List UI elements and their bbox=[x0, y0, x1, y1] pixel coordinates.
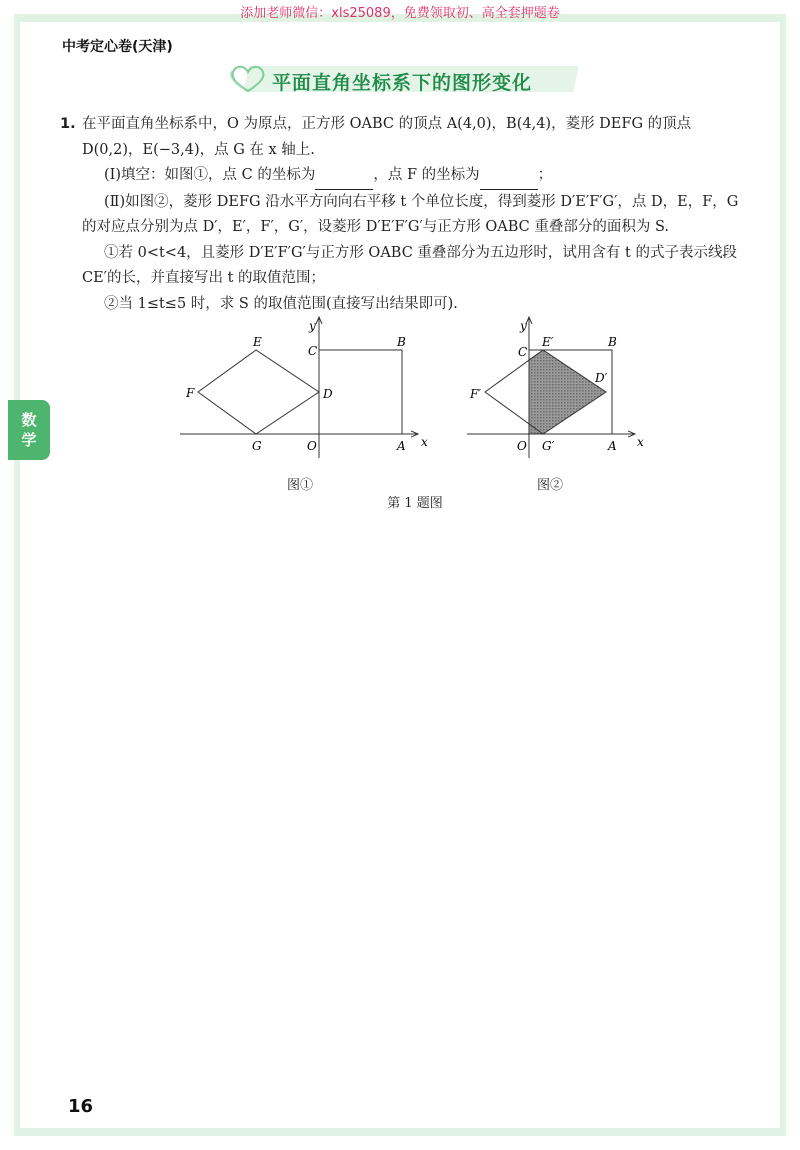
label-c: C bbox=[308, 344, 318, 358]
part-2-line: 的对应点分别为点 D′，E′，F′，G′，设菱形 D′E′F′G′与正方形 OABC 重叠部分的面积为 S. bbox=[82, 219, 669, 235]
section-title: 平面直角坐标系下的图形变化 bbox=[272, 72, 533, 94]
figure-1-caption: 图① bbox=[286, 478, 313, 493]
answer-blank-f bbox=[480, 163, 538, 190]
series-title: 中考定心卷(天津) bbox=[62, 39, 173, 55]
label-a: A bbox=[397, 439, 406, 453]
label-e: E bbox=[253, 335, 262, 349]
figure-2-caption: 图② bbox=[536, 478, 563, 493]
subject-tab bbox=[8, 400, 50, 460]
overlap-shaded-region bbox=[529, 350, 606, 434]
question-stem-line: D(0,2)，E(−3,4)，点 G 在 x 轴上. bbox=[82, 141, 315, 158]
sub-question-1-text: ①若 0<t<4，且菱形 D′E′F′G′与正方形 OABC 重叠部分为五边形时，试用含有 t 的式子表示线段 bbox=[104, 244, 737, 261]
label-d: D bbox=[323, 387, 333, 401]
label-o: O bbox=[517, 439, 527, 453]
label-g: G bbox=[252, 439, 262, 453]
sub-question-1 bbox=[60, 241, 750, 267]
page-number: 16 bbox=[68, 1096, 94, 1117]
label-f-prime: F′ bbox=[470, 387, 482, 401]
label-d-prime: D′ bbox=[595, 371, 608, 385]
label-a: A bbox=[608, 439, 617, 453]
sub-question-1-line: CE′的长，并直接写出 t 的取值范围； bbox=[82, 270, 326, 286]
label-b: B bbox=[608, 335, 617, 349]
label-b: B bbox=[397, 335, 406, 349]
subject-tab-char: 数 bbox=[21, 411, 37, 429]
figures-caption: 第 1 题图 bbox=[387, 496, 443, 511]
question-1 bbox=[60, 112, 750, 317]
page-frame-bottom bbox=[14, 1128, 786, 1136]
subject-tab-char: 学 bbox=[21, 431, 37, 449]
section-heading bbox=[228, 62, 578, 96]
label-g-prime: G′ bbox=[542, 439, 555, 453]
question-stem-line: 在平面直角坐标系中，O 为原点，正方形 OABC 的顶点 A(4,0)，B(4,4)，菱形 DEFG 的顶点 bbox=[82, 116, 692, 132]
answer-blank-c bbox=[315, 163, 373, 190]
part-1-text: ，点 F 的坐标为 bbox=[373, 167, 480, 183]
label-e-prime: E′ bbox=[542, 335, 554, 349]
heart-icon bbox=[228, 64, 268, 94]
part-2-text: (Ⅱ)如图②，菱形 DEFG 沿水平方向向右平移 t 个单位长度，得到菱形 D′E′F′G′，点 D，E，F，G bbox=[104, 193, 739, 210]
label-y: y bbox=[309, 319, 316, 333]
label-c: C bbox=[518, 345, 528, 359]
part-1-text: ； bbox=[537, 167, 553, 183]
part-1 bbox=[60, 163, 750, 190]
watermark-text: 添加老师微信：xls25089，免费领取初、高全套押题卷 bbox=[240, 6, 560, 21]
question-number: 1. bbox=[60, 116, 76, 132]
label-x: x bbox=[421, 435, 428, 449]
part-2-line bbox=[60, 190, 750, 216]
page-frame-right bbox=[780, 14, 786, 1136]
label-o: O bbox=[307, 439, 317, 453]
label-y: y bbox=[520, 319, 527, 333]
label-f: F bbox=[186, 386, 195, 400]
rhombus-defg bbox=[198, 350, 319, 434]
figure-1 bbox=[175, 312, 445, 462]
figure-2 bbox=[462, 312, 652, 462]
part-1-text: (Ⅰ)填空：如图①，点 C 的坐标为 bbox=[104, 167, 316, 183]
label-x: x bbox=[637, 435, 644, 449]
page-frame-left bbox=[14, 14, 20, 1136]
sub-question-2-text: ②当 1≤t≤5 时，求 S 的取值范围(直接写出结果即可). bbox=[104, 295, 458, 312]
